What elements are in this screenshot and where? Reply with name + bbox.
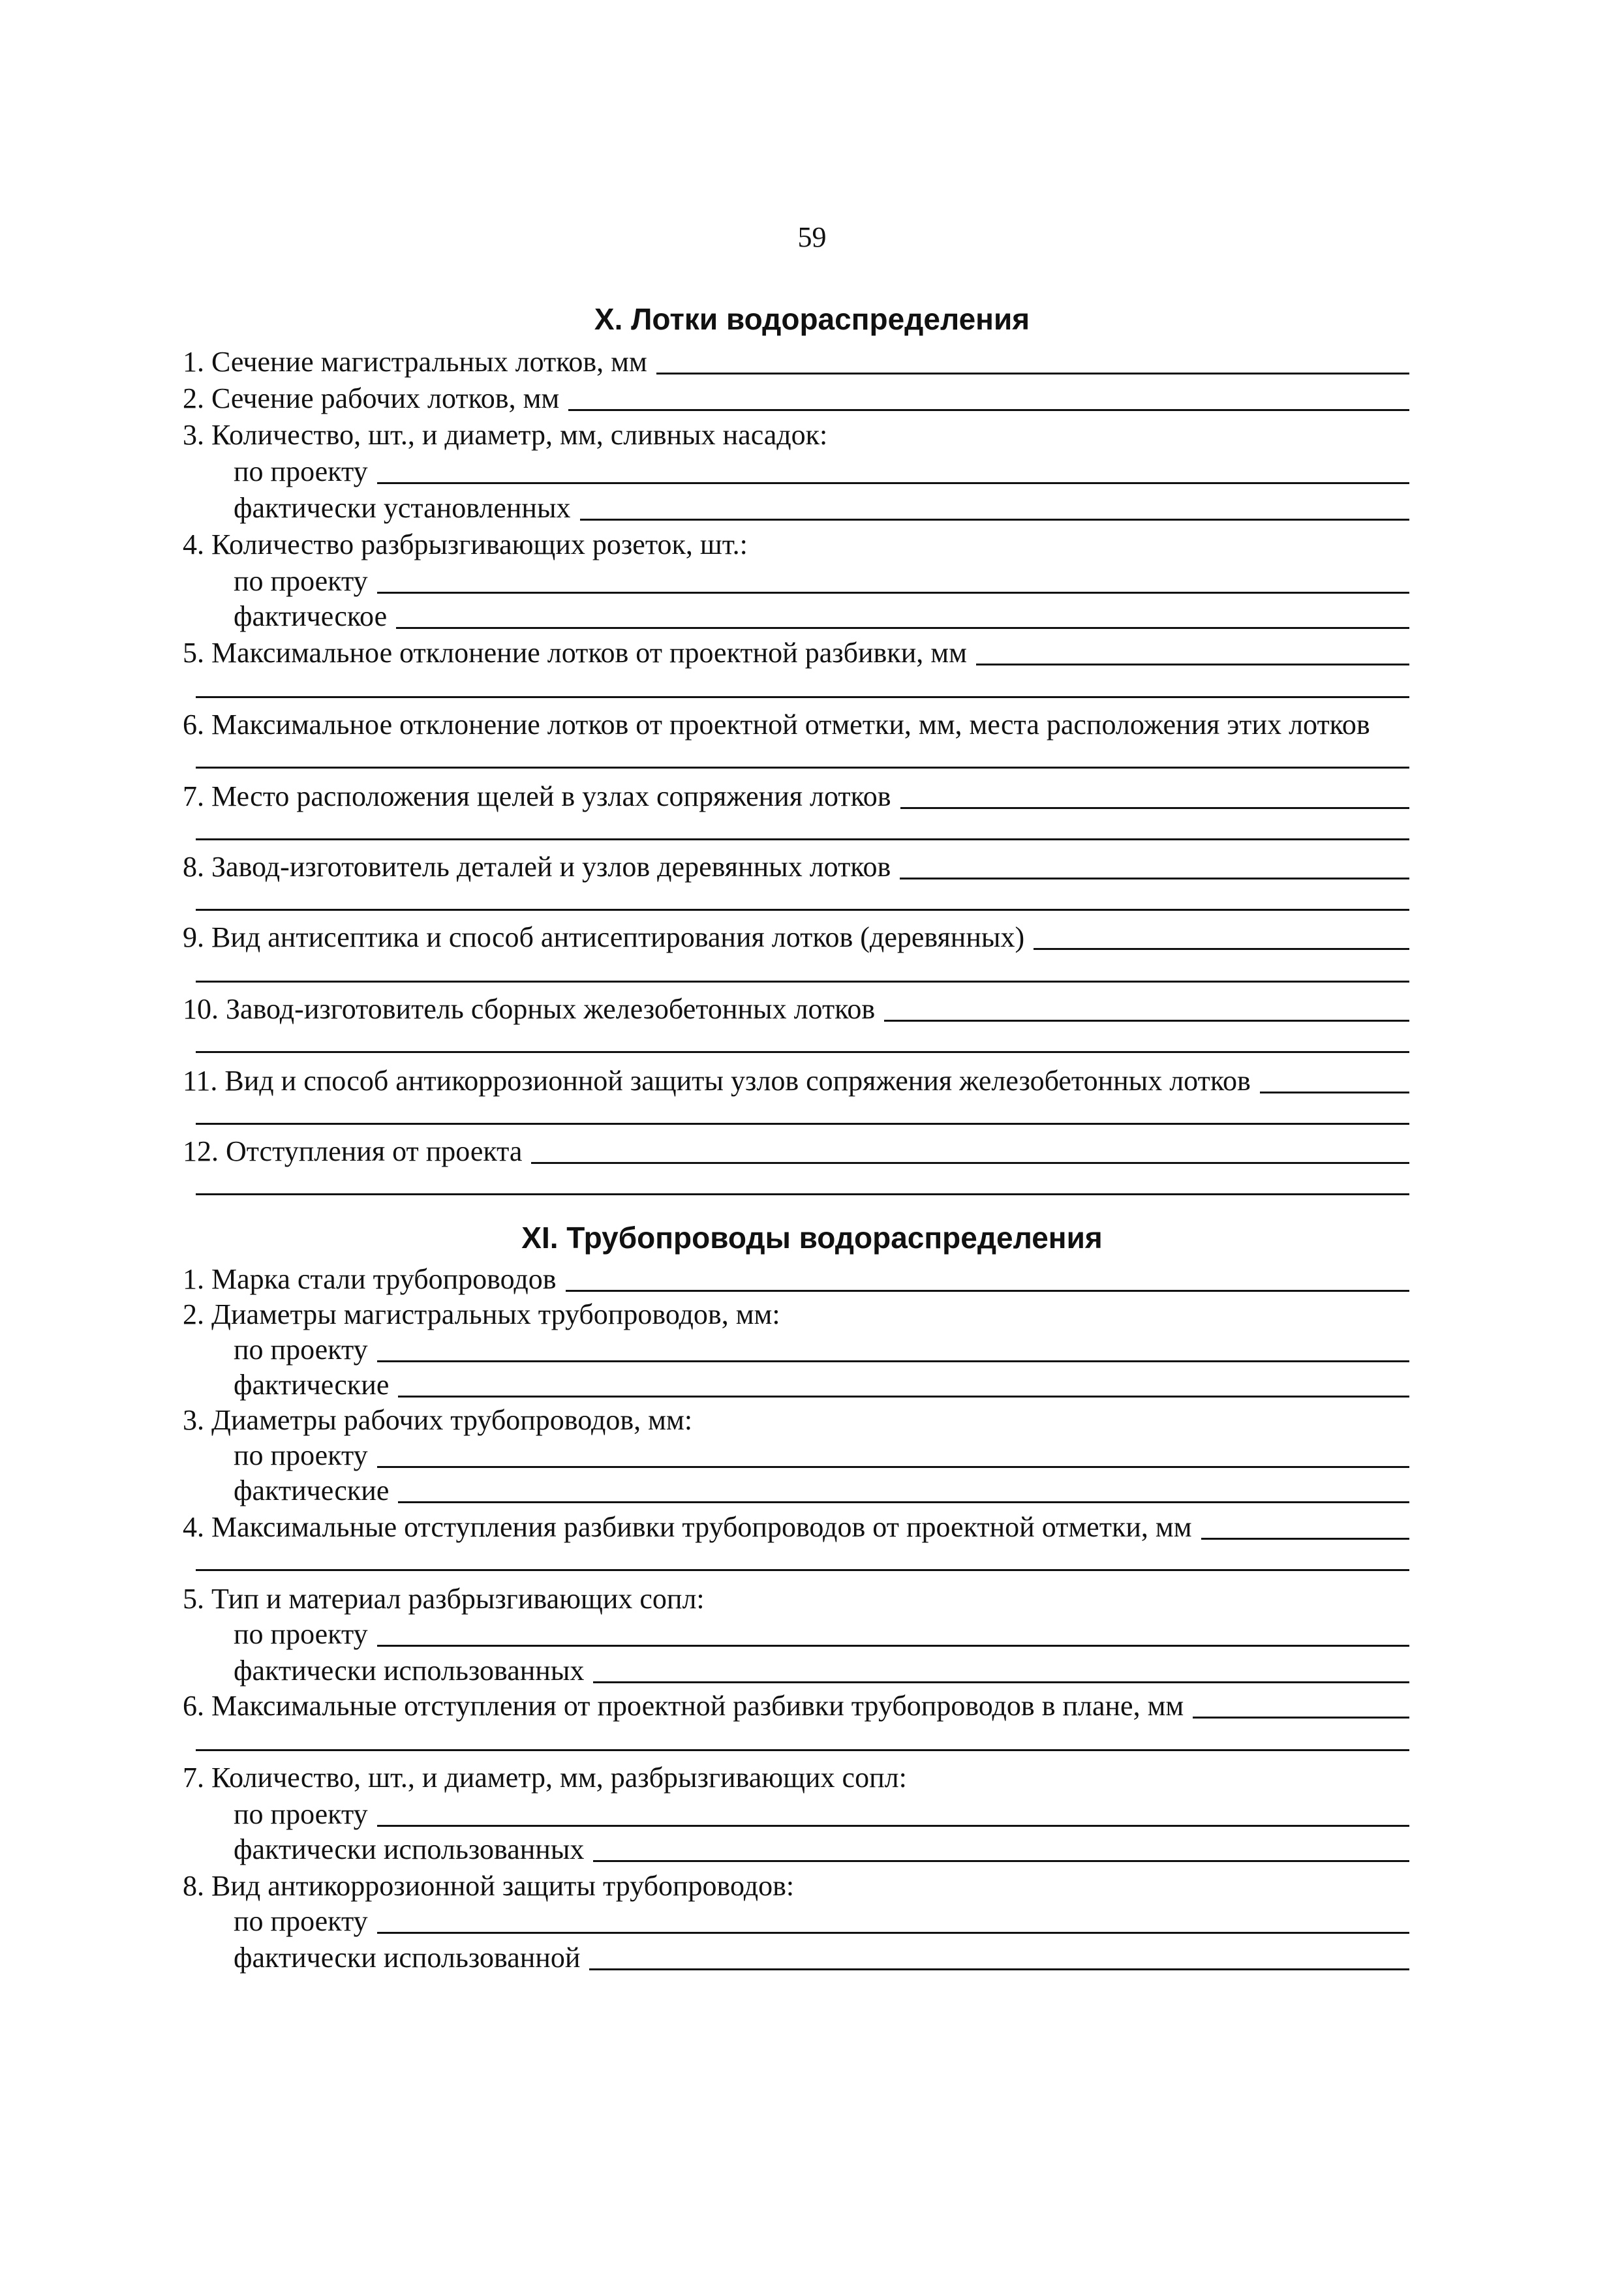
xi-item-5-a-field[interactable] — [377, 1644, 1409, 1647]
x-item-10-field-cont[interactable] — [196, 1051, 1409, 1053]
x-item-7-field-cont[interactable] — [196, 838, 1409, 840]
x-item-8-field[interactable] — [900, 877, 1409, 879]
xi-item-1 — [183, 1262, 1409, 1297]
xi-item-5-label: 5. Тип и материал разбрызгивающих сопл: — [183, 1583, 705, 1615]
xi-item-8-b-field[interactable] — [589, 1968, 1409, 1970]
xi-item-8 — [183, 1869, 1409, 1904]
x-item-2 — [183, 381, 1409, 416]
xi-item-3-a-field[interactable] — [377, 1465, 1409, 1468]
x-item-10 — [183, 992, 1409, 1027]
x-item-9-field-cont[interactable] — [196, 981, 1409, 983]
xi-item-2-a — [234, 1332, 1409, 1368]
xi-item-6-field[interactable] — [1193, 1716, 1409, 1719]
x-item-10-label: 10. Завод-изготовитель сборных железобетонных лотков — [183, 993, 876, 1025]
x-item-8-field-cont[interactable] — [196, 909, 1409, 911]
x-item-3-b-field[interactable] — [580, 518, 1409, 521]
x-item-5-field-cont[interactable] — [196, 696, 1409, 698]
x-item-2-field[interactable] — [568, 408, 1409, 411]
xi-item-1-field[interactable] — [566, 1289, 1409, 1292]
x-item-2-label: 2. Сечение рабочих лотков, мм — [183, 382, 560, 414]
xi-item-5-b-field[interactable] — [593, 1681, 1409, 1683]
x-item-5-field[interactable] — [976, 663, 1409, 665]
x-item-3-b-label: фактически установленных — [234, 492, 571, 524]
x-item-1 — [183, 344, 1409, 380]
x-item-3-b — [234, 491, 1409, 526]
x-item-3-a — [234, 454, 1409, 489]
xi-item-5 — [183, 1581, 1409, 1617]
x-item-11 — [183, 1063, 1409, 1099]
xi-item-6-label: 6. Максимальные отступления от проектной разбивки трубопроводов в плане, мм — [183, 1690, 1184, 1722]
x-item-3-a-label: по проекту — [234, 455, 368, 487]
x-item-11-field[interactable] — [1260, 1091, 1409, 1093]
x-item-3-a-field[interactable] — [377, 481, 1409, 484]
xi-item-3-b-label: фактические — [234, 1475, 390, 1506]
xi-item-5-a-label: по проекту — [234, 1618, 368, 1650]
x-item-12 — [183, 1134, 1409, 1169]
x-item-4-a — [234, 564, 1409, 599]
x-item-6-label: 6. Максимальное отклонение лотков от проектной отметки, мм, места расположения этих лотков — [183, 709, 1370, 741]
xi-item-6-field-cont[interactable] — [196, 1749, 1409, 1751]
x-item-12-field[interactable] — [531, 1161, 1409, 1164]
x-item-4-b-label: фактическое — [234, 600, 388, 632]
xi-item-1-label: 1. Марка стали трубопроводов — [183, 1263, 557, 1295]
xi-item-6 — [183, 1688, 1409, 1724]
xi-item-8-label: 8. Вид антикоррозионной защиты трубопроводов: — [183, 1870, 795, 1902]
x-item-7 — [183, 779, 1409, 814]
x-item-1-field[interactable] — [656, 372, 1409, 374]
x-item-4-a-label: по проекту — [234, 565, 368, 597]
x-item-9 — [183, 920, 1409, 955]
xi-item-3 — [183, 1403, 1409, 1438]
xi-item-2-a-field[interactable] — [377, 1360, 1409, 1362]
x-item-6-field[interactable] — [196, 767, 1409, 769]
xi-item-2-label: 2. Диаметры магистральных трубопроводов, мм: — [183, 1298, 780, 1330]
xi-item-7-b-field[interactable] — [593, 1859, 1409, 1862]
x-item-6 — [183, 707, 1437, 742]
x-item-7-label: 7. Место расположения щелей в узлах сопряжения лотков — [183, 780, 891, 812]
section-xi-title: XI. Трубопроводы водораспределения — [521, 1221, 1103, 1255]
xi-item-3-label: 3. Диаметры рабочих трубопроводов, мм: — [183, 1404, 693, 1436]
xi-item-2-b — [234, 1368, 1409, 1403]
xi-item-8-b — [234, 1940, 1409, 1976]
xi-item-8-a — [234, 1904, 1409, 1939]
xi-item-2-a-label: по проекту — [234, 1334, 368, 1366]
xi-item-7-b — [234, 1832, 1409, 1867]
xi-item-2 — [183, 1297, 1409, 1332]
x-item-4-label: 4. Количество разбрызгивающих розеток, шт.: — [183, 528, 748, 560]
xi-item-5-a — [234, 1617, 1409, 1652]
xi-item-5-b — [234, 1653, 1409, 1688]
xi-item-3-a-label: по проекту — [234, 1439, 368, 1471]
xi-item-3-b — [234, 1473, 1409, 1508]
xi-item-8-b-label: фактически использованной — [234, 1942, 581, 1974]
x-item-10-field[interactable] — [884, 1019, 1409, 1022]
x-item-8 — [183, 849, 1409, 885]
x-item-3 — [183, 418, 1409, 453]
xi-item-2-b-field[interactable] — [398, 1395, 1409, 1398]
xi-item-7-label: 7. Количество, шт., и диаметр, мм, разбрызгивающих сопл: — [183, 1762, 907, 1794]
xi-item-7-a — [234, 1797, 1409, 1832]
x-item-9-label: 9. Вид антисептика и способ антисептирования лотков (деревянных) — [183, 921, 1025, 953]
x-item-5-label: 5. Максимальное отклонение лотков от проектной разбивки, мм — [183, 637, 967, 669]
xi-item-7-a-label: по проекту — [234, 1798, 368, 1830]
xi-item-2-b-label: фактические — [234, 1369, 390, 1401]
xi-item-7 — [183, 1760, 1409, 1795]
x-item-12-label: 12. Отступления от проекта — [183, 1135, 523, 1167]
x-item-9-field[interactable] — [1034, 947, 1409, 950]
page-number: 59 — [797, 221, 827, 253]
xi-item-3-a — [234, 1438, 1409, 1473]
xi-item-3-b-field[interactable] — [398, 1501, 1409, 1503]
xi-item-4-field[interactable] — [1201, 1537, 1409, 1540]
x-item-11-label: 11. Вид и способ антикоррозионной защиты узлов сопряжения железобетонных лотков — [183, 1065, 1251, 1097]
xi-item-7-b-label: фактически использованных — [234, 1833, 585, 1865]
xi-item-4-field-cont[interactable] — [196, 1569, 1409, 1571]
x-item-4-a-field[interactable] — [377, 591, 1409, 594]
x-item-5 — [183, 635, 1409, 671]
x-item-11-field-cont[interactable] — [196, 1123, 1409, 1125]
x-item-1-label: 1. Сечение магистральных лотков, мм — [183, 346, 647, 378]
x-item-4 — [183, 527, 1409, 562]
xi-item-5-b-label: фактически использованных — [234, 1655, 585, 1687]
section-x-title: X. Лотки водораспределения — [594, 302, 1030, 336]
xi-item-8-a-label: по проекту — [234, 1905, 368, 1937]
xi-item-7-a-field[interactable] — [377, 1824, 1409, 1827]
xi-item-4 — [183, 1510, 1409, 1545]
x-item-12-field-cont[interactable] — [196, 1193, 1409, 1195]
x-item-3-label: 3. Количество, шт., и диаметр, мм, сливных насадок: — [183, 419, 828, 451]
x-item-8-label: 8. Завод-изготовитель деталей и узлов деревянных лотков — [183, 851, 891, 883]
x-item-7-field[interactable] — [900, 806, 1409, 809]
x-item-4-b-field[interactable] — [396, 626, 1409, 629]
xi-item-4-label: 4. Максимальные отступления разбивки трубопроводов от проектной отметки, мм — [183, 1511, 1192, 1543]
xi-item-8-a-field[interactable] — [377, 1931, 1409, 1934]
x-item-4-b — [234, 599, 1409, 634]
